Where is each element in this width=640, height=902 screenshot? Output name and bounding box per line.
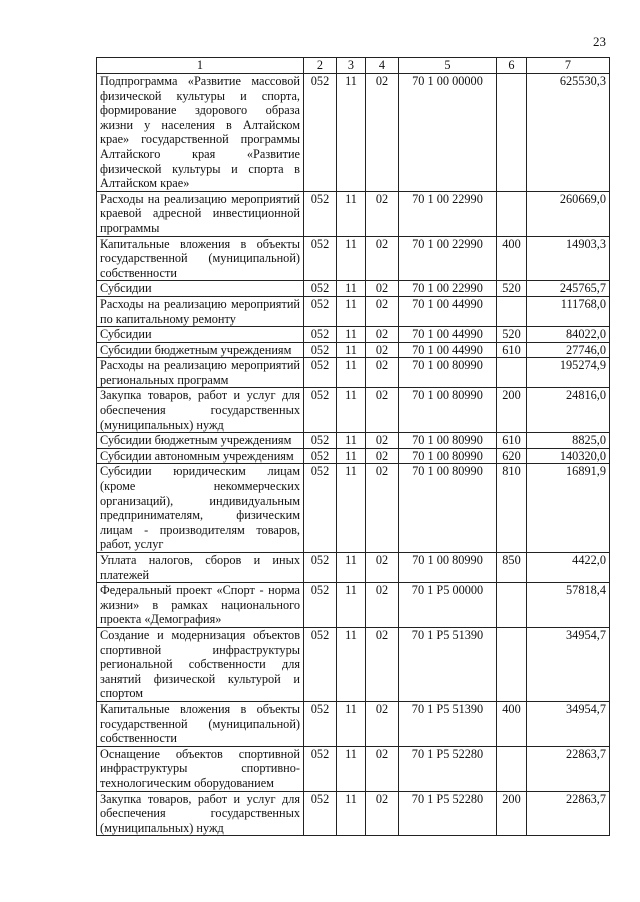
row-ved-cell: 052 [304,627,337,701]
row-pr-cell: 02 [366,236,399,281]
row-sum-cell: 24816,0 [527,388,610,433]
table-header [97,58,610,74]
row-ved-cell: 052 [304,553,337,583]
row-name-cell: Уплата налогов, сборов и иных платежей [97,553,304,583]
row-pr-cell: 02 [366,433,399,449]
row-vr-cell: 810 [497,464,527,553]
row-rz-cell: 11 [337,342,366,358]
row-sum-cell: 34954,7 [527,627,610,701]
row-sum-cell: 84022,0 [527,327,610,343]
row-rz-cell: 11 [337,553,366,583]
header-col-3: 3 [337,58,366,74]
row-ved-cell: 052 [304,74,337,192]
row-csr-cell: 70 1 00 80990 [399,448,497,464]
row-pr-cell: 02 [366,448,399,464]
row-rz-cell: 11 [337,388,366,433]
row-vr-cell [497,627,527,701]
row-name-cell: Закупка товаров, работ и услуг для обеспечения государственных (муниципальных) нужд [97,388,304,433]
header-row [97,58,610,74]
row-pr-cell: 02 [366,627,399,701]
row-ved-cell: 052 [304,583,337,628]
row-ved-cell: 052 [304,448,337,464]
budget-table [96,57,610,836]
row-pr-cell: 02 [366,342,399,358]
header-col-6: 6 [497,58,527,74]
row-csr-cell: 70 1 00 80990 [399,433,497,449]
row-sum-cell: 8825,0 [527,433,610,449]
row-name-cell: Расходы на реализацию мероприятий краевой адресной инвестиционной программы [97,191,304,236]
row-rz-cell: 11 [337,433,366,449]
row-name-cell: Субсидии [97,281,304,297]
row-vr-cell [497,358,527,388]
header-col-5: 5 [399,58,497,74]
row-pr-cell: 02 [366,583,399,628]
row-sum-cell: 22863,7 [527,791,610,836]
row-pr-cell: 02 [366,358,399,388]
row-csr-cell: 70 1 P5 51390 [399,701,497,746]
row-vr-cell [497,746,527,791]
table-row [97,342,610,358]
page-number: 23 [593,34,606,49]
row-sum-cell: 27746,0 [527,342,610,358]
row-vr-cell [497,74,527,192]
table-row [97,448,610,464]
row-ved-cell: 052 [304,236,337,281]
row-csr-cell: 70 1 00 00000 [399,74,497,192]
row-name-cell: Оснащение объектов спортивной инфраструктуры спортивно-технологическим оборудованием [97,746,304,791]
row-csr-cell: 70 1 00 44990 [399,296,497,326]
row-pr-cell: 02 [366,388,399,433]
row-name-cell: Создание и модернизация объектов спортивной инфраструктуры региональной собственности для занятий физической культурой и спортом [97,627,304,701]
row-vr-cell: 200 [497,388,527,433]
row-csr-cell: 70 1 00 22990 [399,281,497,297]
row-ved-cell: 052 [304,433,337,449]
table-row [97,281,610,297]
row-name-cell: Капитальные вложения в объекты государственной (муниципальной) собственности [97,701,304,746]
row-vr-cell: 520 [497,327,527,343]
row-sum-cell: 140320,0 [527,448,610,464]
table-row [97,583,610,628]
row-name-cell: Субсидии [97,327,304,343]
header-col-2: 2 [304,58,337,74]
row-vr-cell: 200 [497,791,527,836]
row-csr-cell: 70 1 00 22990 [399,236,497,281]
row-name-cell: Закупка товаров, работ и услуг для обеспечения государственных (муниципальных) нужд [97,791,304,836]
table-row [97,464,610,553]
row-csr-cell: 70 1 P5 51390 [399,627,497,701]
row-name-cell: Подпрограмма «Развитие массовой физической культуры и спорта, формирование здорового образа жизни у населения в Алтайском крае» государственной программы Алтайского края «Развитие физической культуры и спорта в Алтайском крае» [97,74,304,192]
row-rz-cell: 11 [337,281,366,297]
table-row [97,327,610,343]
row-sum-cell: 57818,4 [527,583,610,628]
row-csr-cell: 70 1 00 80990 [399,553,497,583]
row-sum-cell: 625530,3 [527,74,610,192]
table-row [97,74,610,192]
row-rz-cell: 11 [337,701,366,746]
row-pr-cell: 02 [366,74,399,192]
row-vr-cell [497,583,527,628]
row-rz-cell: 11 [337,583,366,628]
row-vr-cell: 400 [497,701,527,746]
row-csr-cell: 70 1 00 80990 [399,464,497,553]
row-csr-cell: 70 1 00 22990 [399,191,497,236]
row-rz-cell: 11 [337,791,366,836]
table-row [97,388,610,433]
row-csr-cell: 70 1 P5 52280 [399,791,497,836]
row-rz-cell: 11 [337,358,366,388]
row-sum-cell: 34954,7 [527,701,610,746]
row-vr-cell: 400 [497,236,527,281]
row-pr-cell: 02 [366,791,399,836]
row-csr-cell: 70 1 00 80990 [399,388,497,433]
row-rz-cell: 11 [337,627,366,701]
row-rz-cell: 11 [337,464,366,553]
table-row [97,553,610,583]
row-ved-cell: 052 [304,281,337,297]
row-ved-cell: 052 [304,464,337,553]
row-rz-cell: 11 [337,74,366,192]
row-csr-cell: 70 1 00 80990 [399,358,497,388]
row-rz-cell: 11 [337,746,366,791]
row-sum-cell: 14903,3 [527,236,610,281]
row-vr-cell [497,191,527,236]
row-ved-cell: 052 [304,791,337,836]
row-pr-cell: 02 [366,553,399,583]
row-name-cell: Субсидии бюджетным учреждениям [97,342,304,358]
row-sum-cell: 4422,0 [527,553,610,583]
row-csr-cell: 70 1 P5 52280 [399,746,497,791]
table-body [97,74,610,836]
row-name-cell: Расходы на реализацию мероприятий по капитальному ремонту [97,296,304,326]
row-rz-cell: 11 [337,296,366,326]
row-pr-cell: 02 [366,327,399,343]
row-vr-cell [497,296,527,326]
row-name-cell: Капитальные вложения в объекты государственной (муниципальной) собственности [97,236,304,281]
row-pr-cell: 02 [366,281,399,297]
table-row [97,746,610,791]
row-rz-cell: 11 [337,191,366,236]
table-row [97,791,610,836]
row-rz-cell: 11 [337,236,366,281]
row-name-cell: Субсидии автономным учреждениям [97,448,304,464]
row-name-cell: Субсидии юридическим лицам (кроме некоммерческих организаций), индивидуальным предпринимателям, физическим лицам - производителям товаров, работ, услуг [97,464,304,553]
row-name-cell: Федеральный проект «Спорт - норма жизни» в рамках национального проекта «Демография» [97,583,304,628]
table-row [97,701,610,746]
row-sum-cell: 111768,0 [527,296,610,326]
row-ved-cell: 052 [304,327,337,343]
row-vr-cell: 850 [497,553,527,583]
row-sum-cell: 260669,0 [527,191,610,236]
header-col-1: 1 [97,58,304,74]
row-name-cell: Субсидии бюджетным учреждениям [97,433,304,449]
row-csr-cell: 70 1 P5 00000 [399,583,497,628]
row-sum-cell: 22863,7 [527,746,610,791]
table-row [97,191,610,236]
row-ved-cell: 052 [304,342,337,358]
row-sum-cell: 245765,7 [527,281,610,297]
row-ved-cell: 052 [304,746,337,791]
header-col-7: 7 [527,58,610,74]
table-row [97,296,610,326]
row-vr-cell: 620 [497,448,527,464]
row-name-cell: Расходы на реализацию мероприятий региональных программ [97,358,304,388]
row-ved-cell: 052 [304,296,337,326]
table-row [97,236,610,281]
row-pr-cell: 02 [366,701,399,746]
header-col-4: 4 [366,58,399,74]
row-ved-cell: 052 [304,701,337,746]
row-pr-cell: 02 [366,296,399,326]
row-vr-cell: 610 [497,342,527,358]
table-row [97,627,610,701]
row-rz-cell: 11 [337,327,366,343]
row-ved-cell: 052 [304,191,337,236]
table-row [97,358,610,388]
row-sum-cell: 195274,9 [527,358,610,388]
row-rz-cell: 11 [337,448,366,464]
row-ved-cell: 052 [304,358,337,388]
row-csr-cell: 70 1 00 44990 [399,327,497,343]
row-vr-cell: 610 [497,433,527,449]
row-sum-cell: 16891,9 [527,464,610,553]
row-csr-cell: 70 1 00 44990 [399,342,497,358]
row-pr-cell: 02 [366,464,399,553]
row-pr-cell: 02 [366,746,399,791]
row-ved-cell: 052 [304,388,337,433]
row-vr-cell: 520 [497,281,527,297]
row-pr-cell: 02 [366,191,399,236]
table-row [97,433,610,449]
